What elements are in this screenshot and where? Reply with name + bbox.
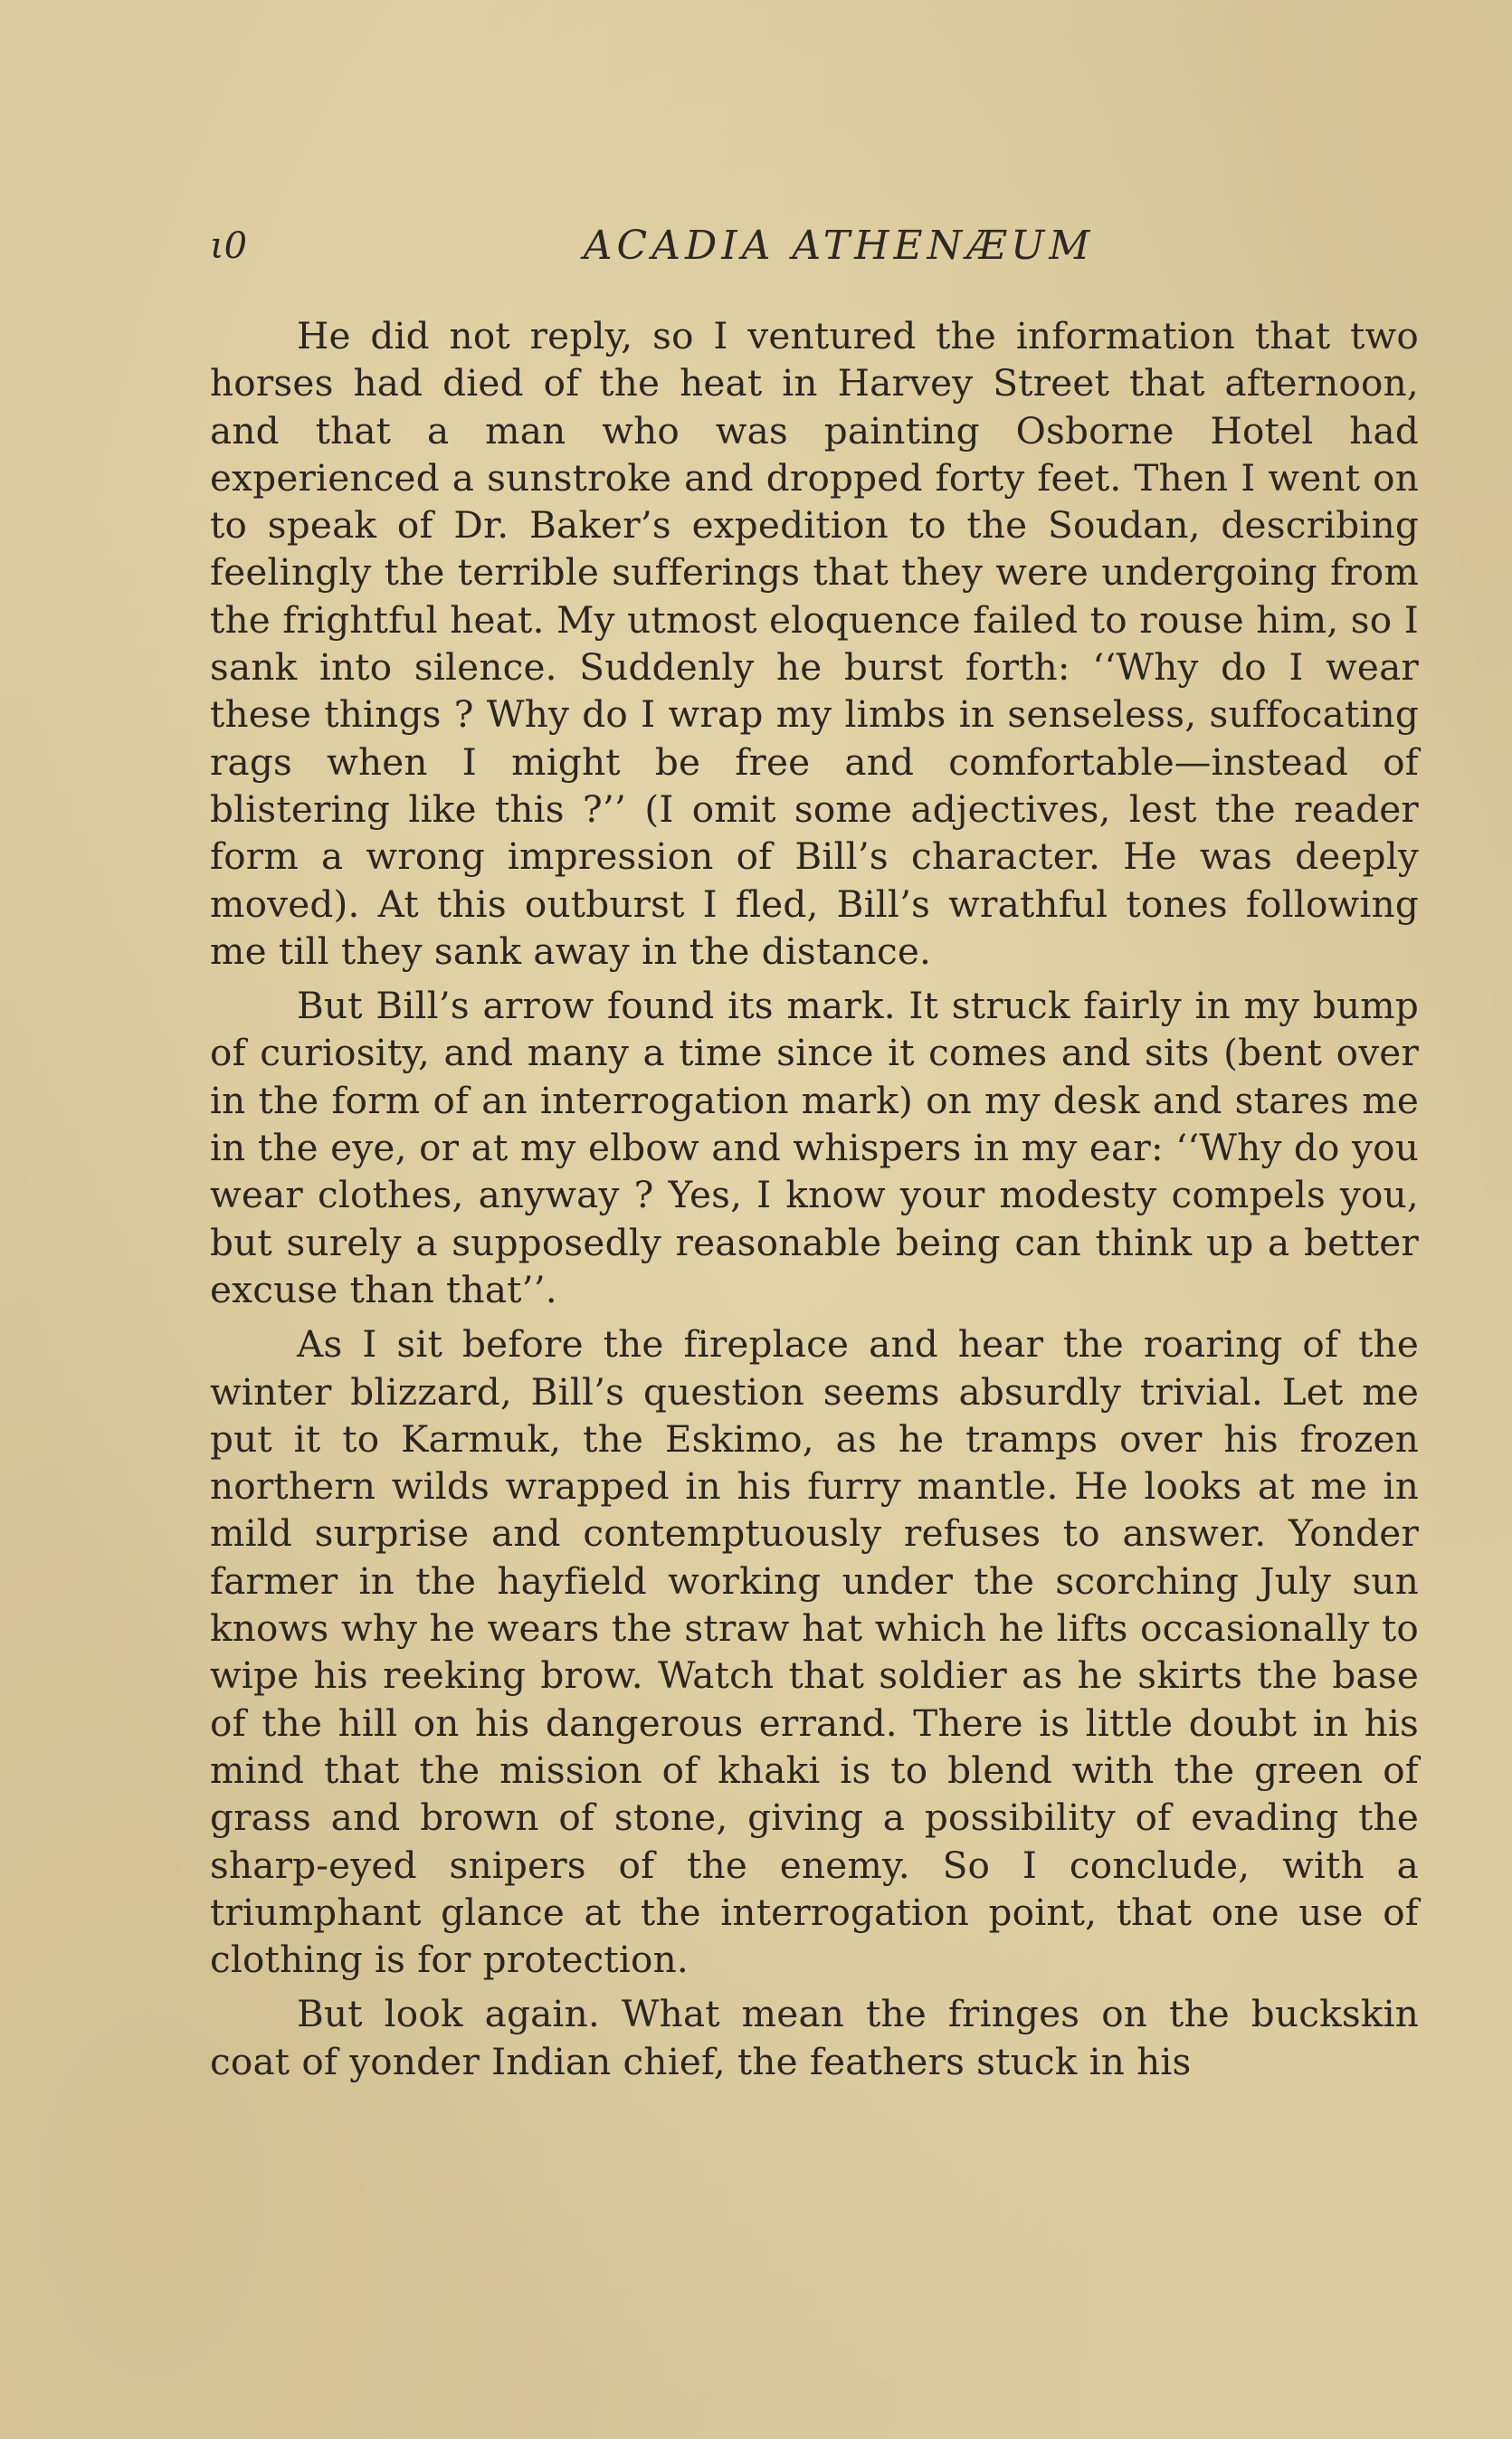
running-title: ACADIA ATHENÆUM xyxy=(583,223,1095,269)
body-text xyxy=(210,312,1419,2085)
running-head xyxy=(210,219,1413,273)
page-number: ι0 xyxy=(210,225,248,267)
paragraph-3: As I sit before the fireplace and hear the roaring of the winter blizzard, Bill’s question seems absurdly trivial. Let me put it to Karmuk, the Eskimo, as he tramps over his frozen northern wilds wrapped in his furry mantle. He looks at me in mild surprise and contemptuously refuses to answer. Yonder farmer in the hayfield working under the scorching July sun knows why he wears the straw hat which he lifts occasionally to wipe his reeking brow. Watch that soldier as he skirts the base of the hill on his dangerous errand. There is little doubt in his mind that the mission of khaki is to blend with the green of grass and brown of stone, giving a possibility of evading the sharp-eyed snipers of the enemy. So I conclude, with a triumphant glance at the interrogation point, that one use of clothing is for protection. xyxy=(210,1322,1419,1982)
paragraph-2: But Bill’s arrow found its mark. It struck fairly in my bump of curiosity, and many a time since it comes and sits (bent over in the form of an interrogation mark) on my desk and stares me in the eye, or at my elbow and whispers in my ear: ‘‘Why do you wear clothes, anyway ? Yes, I know your modesty compels you, but surely a supposedly reasonable being can think up a better excuse than that’’. xyxy=(210,984,1419,1311)
paragraph-4: But look again. What mean the fringes on the buckskin coat of yonder Indian chief, the feathers stuck in his xyxy=(210,1992,1419,2083)
paragraph-1: He did not reply, so I ventured the information that two horses had died of the heat in Harvey Street that afternoon, and that a man who was painting Osborne Hotel had experienced a sunstroke and dropped forty feet. Then I went on to speak of Dr. Baker’s expedition to the Soudan, describing feelingly the terrible sufferings that they were undergoing from the frightful heat. My utmost eloquence failed to rouse him, so I sank into silence. Suddenly he burst forth: ‘‘Why do I wear these things ? Why do I wrap my limbs in senseless, suffocating rags when I might be free and comfortable—instead of blistering like this ?’’ (I omit some adjectives, lest the reader form a wrong impression of Bill’s character. He was deeply moved). At this outburst I fled, Bill’s wrathful tones following me till they sank away in the distance. xyxy=(210,314,1419,973)
